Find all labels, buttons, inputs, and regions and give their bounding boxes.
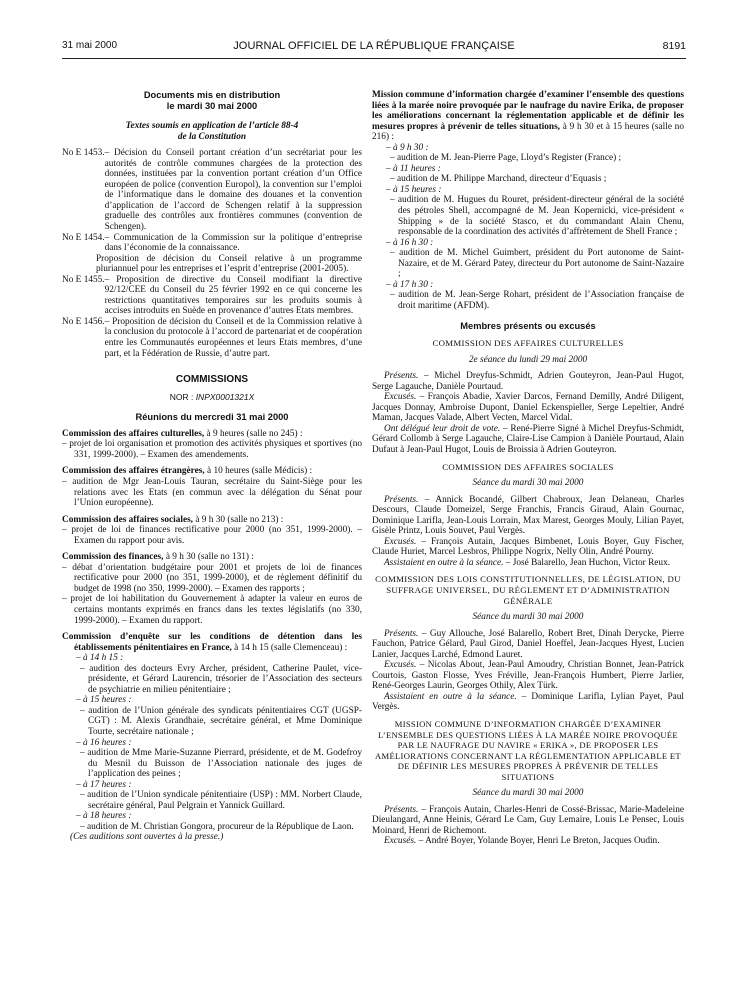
nor-value: INPX0001321X [195, 391, 255, 402]
excuses-names: – Nicolas About, Jean-Paul Amoudry, Christian Bonnet, Jean-Patrick Courtois, Gaston Flosse, Yves Fréville, Jean-François Humbert, Pierre Jarlier, René-Georges Laurin, Georges Othily, Alex Türk. [372, 660, 684, 692]
entry-text: – Communication de la Commission sur la politique d’entreprise dans l’économie de la connaissance. [104, 232, 362, 254]
entry-text: – Décision du Conseil portant création d’un secrétariat pour les autorités de contrôle communes chargées de la protection des données, instituées par la convention portant création d’un Office européen de police (convention Europol), la convention sur l’emploi de l’informatique dans le domaine des douanes et la convention d’application de l’accord de Schengen relatif à la suppression graduelle des contrôles aux frontières communes (convention de Schengen). [104, 148, 362, 233]
presents-list [372, 495, 684, 537]
commission-name: Commission des affaires sociales, [62, 514, 194, 525]
textes-heading-2: de la Constitution [177, 131, 247, 142]
commission-title: COMMISSION DES AFFAIRES SOCIALES [442, 461, 614, 472]
right-column [372, 90, 684, 847]
agenda-time: – à 14 h 15 : [76, 653, 124, 664]
assistants-label: Assistaient en outre à la séance. [384, 557, 504, 568]
header-date: 31 mai 2000 [62, 40, 118, 51]
entry-text: – Proposition de décision du Conseil et de la Commission relative à la conclusion du protocole à l’accord de partenariat et de coopération entre les Communautés européennes et leurs Etats membres, d’une part, et la Fédération de Russie, d’autre part. [104, 316, 362, 359]
nor-label: NOR : [169, 391, 194, 402]
meeting-finances [62, 552, 362, 563]
presents-names: – François Autain, Charles-Henri de Cossé-Brissac, Marie-Madeleine Dieulangard, Anne Heinis, Gérard Le Cam, Guy Lemaire, Louis Le Pensec, Louis Moinard, Henri de Richemont. [372, 804, 684, 836]
reunions-heading: Réunions du mercredi 31 mai 2000 [135, 412, 289, 423]
agenda-item: – projet de loi habilitation du Gouvernement à adapter la valeur en euros de certains montants exprimés en francs dans les textes législatifs (no 330, 1999-2000). – Examen du rapport. [62, 594, 362, 626]
commission-name: Commission des affaires étrangères, [62, 466, 205, 477]
excuses-label: Excusés. [384, 836, 417, 847]
presents-list [372, 371, 684, 392]
excuses-names: – François Autain, Jacques Bimbenet, Louis Boyer, Guy Fischer, Claude Huriet, Marcel Lesbros, Philippe Nogrix, Nelly Olin, André Pourny. [372, 536, 684, 558]
agenda-item: – audition de M. Christian Gongora, procureur de la République de Laon. [80, 821, 354, 832]
vote-names: – René-Pierre Signé à Michel Dreyfus-Schmidt, Gérard Collomb à Serge Lagauche, Claire-Lise Campion à Danièle Pourtaud, Alain Dufaut à Jean-Paul Hugot, Louis de Broissia à Adrien Gouteyron. [372, 423, 684, 455]
presents-names: – Michel Dreyfus-Schmidt, Adrien Gouteyron, Jean-Paul Hugot, Serge Lagauche, Danièle Pourtaud. [372, 371, 684, 392]
entry-number: No E 1455. [62, 274, 105, 285]
agenda-item: – audition de M. Jean-Pierre Page, Lloyd’s Register (France) ; [390, 153, 622, 164]
agenda-item: – débat d’orientation budgétaire pour 2001 et projets de loi de finances rectificative pour 2000 (no 351, 1999-2000), et de règlement définitif du budget de 1998 (no 350, 1999-2000). – Examen des rapports ; [62, 562, 362, 594]
agenda-time: – à 15 heures : [76, 695, 132, 706]
excuses-list [372, 537, 684, 558]
meeting-time: à 10 heures (salle Médicis) : [204, 466, 313, 477]
agenda-item: – projet de loi de finances rectificative pour 2000 (no 351, 1999-2000). – Examen du rapport pour avis. [62, 525, 362, 546]
excuses-list [372, 392, 684, 424]
excuses-names: – François Abadie, Xavier Darcos, Fernand Demilly, André Diligent, Jacques Donnay, Ambroise Dupont, Daniel Eckenspieller, Serge Lepeltier, André Maman, Jacques Valade, Albert Vecten, Marcel Vidal. [372, 392, 684, 424]
commission-title: COMMISSION DES AFFAIRES CULTURELLES [432, 338, 624, 349]
agenda-item: – projet de loi organisation et promotion des activités physiques et sportives (no 331, 1999-2000). – Examen des amendements. [62, 439, 362, 460]
mission-title: MISSION COMMUNE D’INFORMATION CHARGÉE D’EXAMINER L’ENSEMBLE DES QUESTIONS LIÉES À LA MARÉE NOIRE PROVOQUÉE PAR LE NAUFRAGE DU NAVIRE « ERIKA », DE PROPOSER LES AMÉLIORATIONS CONCERNANT LA RÉGLEMENTATION APPLICABLE ET DE DÉFINIR LES MESURES PROPRES À PRÉVENIR DE TELLES SITUATIONS [375, 718, 681, 782]
meeting-sociales [62, 515, 362, 526]
session-date: Séance du mardi 30 mai 2000 [472, 612, 584, 623]
journal-title: JOURNAL OFFICIEL DE LA RÉPUBLIQUE FRANÇAISE [233, 40, 515, 52]
vote-delegation [372, 424, 684, 456]
assistants-list [372, 692, 684, 713]
press-note: (Ces auditions sont ouvertes à la presse.) [70, 832, 224, 843]
document-entry [62, 317, 362, 359]
meeting-time: à 14 h 15 (salle Clemenceau) : [231, 642, 348, 653]
docs-title: Documents mis en distribution [143, 90, 281, 100]
agenda-time: – à 11 heures : [386, 163, 441, 174]
agenda-time: – à 16 h 30 : [386, 237, 434, 248]
entry-number: No E 1453. [62, 148, 105, 159]
entry-number [62, 254, 96, 275]
agenda-item: – audition des docteurs Evry Archer, président, Catherine Paulet, vice-présidente, et Gérard Laurencin, trésorier de l’Association des secteurs de psychiatrie en milieu pénitentiaire ; [80, 663, 362, 695]
session-date: Séance du mardi 30 mai 2000 [472, 788, 584, 799]
nor-reference [62, 392, 362, 403]
agenda-time: – à 9 h 30 : [386, 142, 429, 153]
excuses-label: Excusés. [384, 660, 417, 671]
document-entry [62, 148, 362, 232]
commission-title: COMMISSION DES LOIS CONSTITUTIONNELLES, DE LÉGISLATION, DU SUFFRAGE UNIVERSEL, DU RÈGLEMENT ET D’ADMINISTRATION GÉNÉRALE [375, 574, 681, 606]
mission-name: Mission commune d’information chargée d’examiner l’ensemble des questions liées à la marée noire provoquée par le naufrage du navire Erika, de proposer les améliorations concernant la réglementation applicable et de définir les mesures propres à prévenir de telles situations, [372, 90, 684, 132]
meeting-etrangeres [62, 466, 362, 477]
document-entry [62, 254, 362, 275]
textes-heading-1: Textes soumis en application de l’article 88-4 [125, 121, 299, 132]
agenda-item: – audition de M. Philippe Marchand, directeur d’Equasis ; [390, 174, 607, 185]
presents-label: Présents. [384, 494, 419, 505]
meeting-time: à 9 h 30 (salle no 213) : [193, 514, 284, 525]
agenda-item: – audition de M. Michel Guimbert, président du Port autonome de Saint-Nazaire, et de M. Gérard Patey, directeur du Port autonome de Saint-Nazaire ; [390, 248, 684, 280]
session-date: Séance du mardi 30 mai 2000 [472, 478, 584, 489]
excuses-list [372, 836, 684, 847]
excuses-list [372, 660, 684, 692]
commissions-heading: COMMISSIONS [175, 374, 249, 386]
meeting-time: à 9 heures (salle no 245) : [204, 428, 303, 439]
presents-list [372, 629, 684, 661]
presents-label: Présents. [384, 804, 419, 815]
entry-number: No E 1456. [62, 316, 105, 327]
assistants-list [372, 558, 684, 569]
presents-names: – Guy Allouche, José Balarello, Robert Bret, Dinah Derycke, Pierre Fauchon, Patrice Gélard, Paul Girod, Daniel Hoeffel, Jean-Jacques Hyest, Lucien Lanier, Jacques Larché, Edmond Lauret. [372, 628, 684, 660]
excuses-names: – André Boyer, Yolande Boyer, Henri Le Breton, Jacques Oudin. [416, 836, 660, 847]
agenda-time: – à 17 h 30 : [386, 279, 434, 290]
assistants-names: – Dominique Larifla, Lylian Payet, Paul Vergès. [372, 691, 684, 713]
vote-label: Ont délégué leur droit de vote. [384, 423, 501, 434]
assistants-label: Assistaient en outre à la séance. [384, 691, 517, 702]
meeting-time: à 9 h 30 et à 15 heures (salle no 216) : [372, 121, 684, 143]
presents-names: – Annick Bocandé, Gilbert Chabroux, Jean Delaneau, Charles Descours, Claude Domeizel, Serge Franchis, Francis Giraud, Alain Gournac, Dominique Larifla, Jean-Louis Lorrain, Max Marest, Georges Mouly, Lilian Payet, Gisèle Printz, Louis Souvet, Paul Vergès. [372, 494, 684, 537]
excuses-label: Excusés. [384, 392, 417, 403]
meeting-mission [372, 90, 684, 143]
commission-name: Commission des affaires culturelles, [62, 428, 205, 439]
presents-list [372, 805, 684, 837]
entry-text: – Proposition de directive du Conseil modifiant la directive 92/12/CEE du Conseil du 25 février 1992 en ce qui concerne les restrictions quantitatives temporaires sur les produits soumis à accises introduits en Suède en provenance d’autres Etats membres. [104, 274, 362, 317]
docs-date: le mardi 30 mai 2000 [166, 100, 258, 111]
presents-label: Présents. [384, 371, 419, 382]
agenda-item: – audition de M. Jean-Serge Rohart, président de l’Association française de droit maritime (AFDM). [390, 290, 684, 311]
commission-name: Commission des finances, [62, 552, 164, 563]
agenda-time: – à 18 heures : [76, 811, 132, 822]
membres-heading: Membres présents ou excusés [460, 321, 596, 332]
commission-name: Commission d’enquête sur les conditions de détention dans les établissements pénitentiaires en France, [62, 632, 362, 653]
agenda-time: – à 15 heures : [386, 184, 442, 195]
agenda-time: – à 16 heures : [76, 737, 132, 748]
presents-label: Présents. [384, 628, 419, 639]
page-number: 8191 [662, 40, 686, 52]
page-header [62, 40, 686, 54]
document-entry [62, 233, 362, 254]
meeting-time: à 9 h 30 (salle no 131) : [163, 552, 254, 563]
document-entry [62, 275, 362, 317]
entry-text: Proposition de décision du Conseil relative à un programme pluriannuel pour les entreprises et l’esprit d’entreprise (2001-2005). [96, 253, 362, 275]
agenda-item: – audition de l’Union syndicale pénitentiaire (USP) : MM. Norbert Claude, secrétaire général, Paul Pelgrain et Yannick Guillard. [80, 790, 362, 811]
entry-number: No E 1454. [62, 232, 105, 243]
meeting-enquete [62, 632, 362, 653]
agenda-item: – audition de Mgr Jean-Louis Tauran, secrétaire du Saint-Siège pour les relations avec les Etats (en commun avec la délégation du Sénat pour l’Union européenne). [62, 476, 362, 509]
agenda-item: – audition de l’Union générale des syndicats pénitentiaires CGT (UGSP-CGT) : M. Alexis Grandhaie, secrétaire général, et Mme Dominique Tourte, secrétaire nationale ; [80, 705, 362, 737]
agenda-item: – audition de M. Hugues du Rouret, président-directeur général de la société des pétroles Shell, accompagné de M. Jean Kopernicki, vice-président « Shipping » de la société Stasco, et du commandant Alain Chenu, responsable de la coordination des activités d’affrètement de Shell France ; [390, 195, 684, 238]
excuses-label: Excusés. [384, 536, 417, 547]
agenda-time: – à 17 heures : [76, 779, 132, 790]
assistants-names: – José Balarello, Jean Huchon, Victor Reux. [503, 557, 671, 568]
agenda-item: – audition de Mme Marie-Suzanne Pierrard, présidente, et de M. Godefroy du Mesnil du Buisson de l’Association nationale des juges de l’application des peines ; [80, 748, 362, 780]
meeting-culturelles [62, 429, 362, 440]
header-rule [62, 58, 686, 59]
left-column [62, 90, 362, 843]
session-date: 2e séance du lundi 29 mai 2000 [468, 354, 588, 365]
